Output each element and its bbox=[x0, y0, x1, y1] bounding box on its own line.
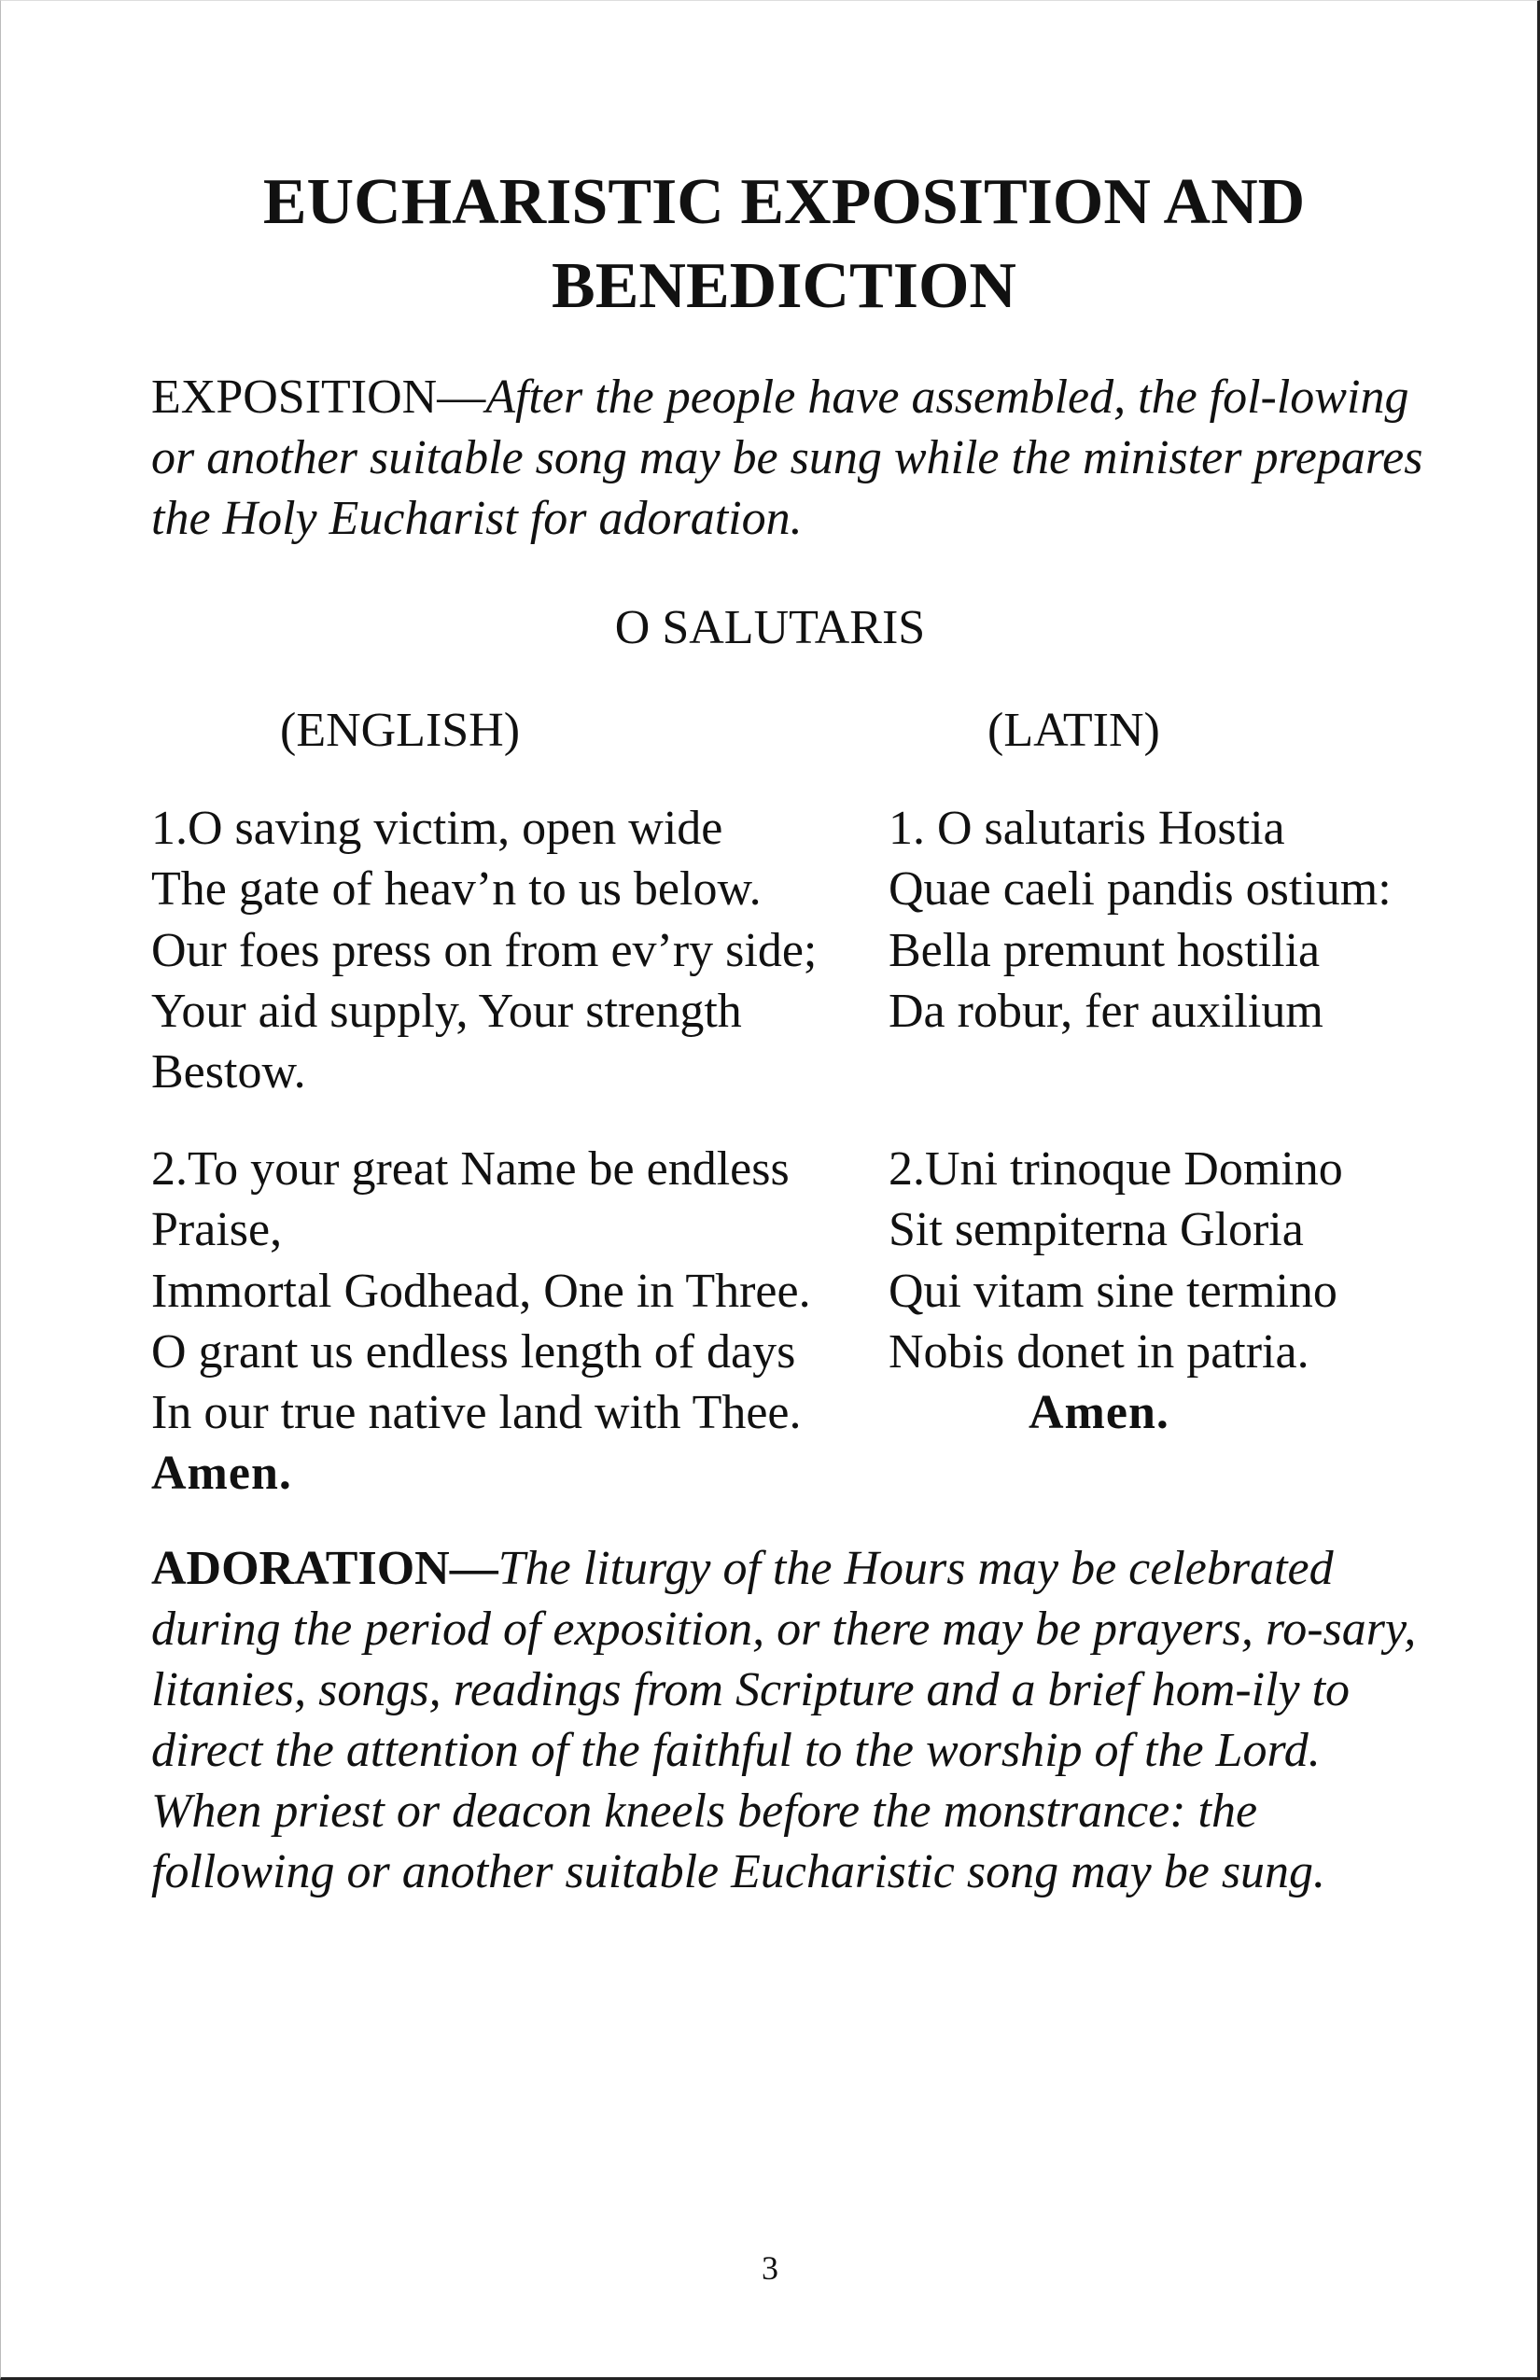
latin-column-heading: (LATIN) bbox=[987, 704, 1160, 757]
verse-line: 2.Uni trinoque Domino bbox=[889, 1142, 1343, 1196]
verse-line: Your aid supply, Your strength bbox=[151, 984, 742, 1038]
adoration-paragraph bbox=[151, 1538, 1439, 1902]
verse-line: Sit sempiterna Gloria bbox=[889, 1203, 1304, 1257]
english-verse-2 bbox=[151, 1139, 811, 1505]
adoration-label: ADORATION— bbox=[151, 1542, 498, 1595]
adoration-rubric: The liturgy of the Hours may be celebrated during the period of exposition, or there may be prayers, ro-sary, litanies, songs, readings from Scripture and a brief hom-ily to direct the attention of the faithful to the worship of the Lord. When priest or deacon kneels before the monstrance: the following or another suitable Eucharistic song may be sung. bbox=[151, 1542, 1417, 1898]
exposition-rubric: After the people have assembled, the fol-lowing or another suitable song may be sung while the minister prepares the Holy Eucharist for adoration. bbox=[151, 371, 1423, 545]
latin-verse-1 bbox=[889, 798, 1392, 1042]
verse-line: Qui vitam sine termino bbox=[889, 1264, 1337, 1318]
english-verse-1 bbox=[151, 798, 817, 1102]
verse-line: 2.To your great Name be endless bbox=[151, 1142, 790, 1196]
verse-line: In our true native land with Thee. bbox=[151, 1386, 802, 1440]
english-amen: Amen. bbox=[151, 1447, 292, 1501]
verse-line: O grant us endless length of days bbox=[151, 1324, 796, 1379]
verse-line: Immortal Godhead, One in Three. bbox=[151, 1264, 811, 1318]
latin-verse-2 bbox=[889, 1139, 1343, 1443]
verse-line: Quae caeli pandis ostium: bbox=[889, 862, 1392, 917]
english-column-heading: (ENGLISH) bbox=[280, 704, 521, 757]
verse-line: Da robur, fer auxilium bbox=[889, 984, 1323, 1038]
page-title-line-2: BENEDICTION bbox=[552, 250, 1016, 322]
verse-line: Bestow. bbox=[151, 1045, 306, 1099]
latin-amen: Amen. bbox=[1029, 1386, 1169, 1440]
verse-line: 1.O saving victim, open wide bbox=[151, 802, 723, 855]
page-title-line-1: EUCHARISTIC EXPOSITION AND bbox=[262, 166, 1306, 238]
verse-line: Praise, bbox=[151, 1203, 283, 1257]
verse-line: The gate of heav’n to us below. bbox=[151, 862, 762, 917]
page-number: 3 bbox=[762, 2249, 778, 2287]
verse-line: 1. O salutaris Hostia bbox=[889, 802, 1285, 855]
verse-line: Nobis donet in patria. bbox=[889, 1324, 1309, 1379]
verse-line: Bella premunt hostilia bbox=[889, 923, 1321, 977]
exposition-label: EXPOSITION— bbox=[151, 371, 486, 424]
exposition-paragraph bbox=[151, 367, 1439, 549]
page-title bbox=[149, 161, 1419, 329]
song-title: O SALUTARIS bbox=[614, 601, 926, 654]
verse-line: Our foes press on from ev’ry side; bbox=[151, 923, 818, 977]
